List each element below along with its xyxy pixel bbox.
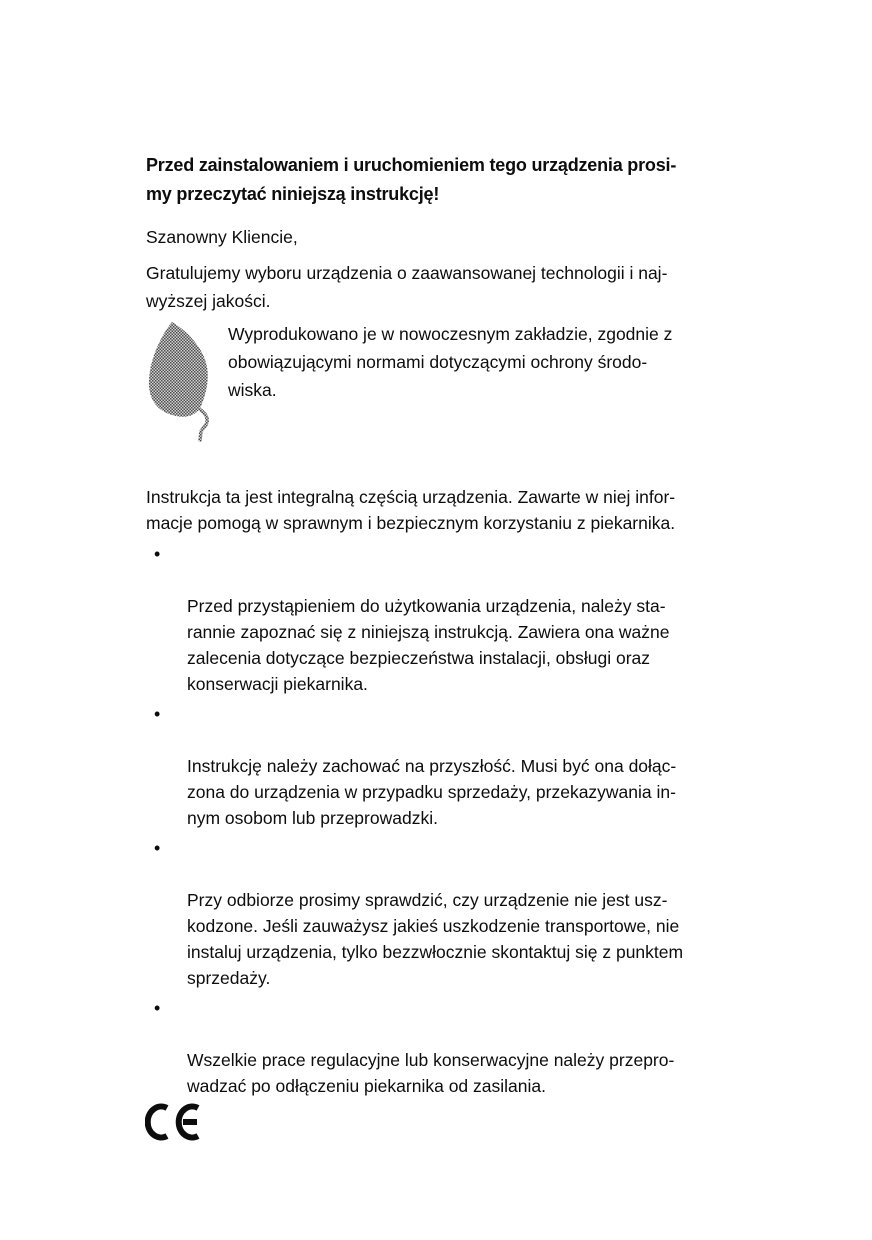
integral-note-paragraph: Instrukcja ta jest integralną częścią urządzenia. Zawarte w niej infor- macje pomogą w sprawnym i bezpiecznym korzystaniu z piekarnika.	[146, 487, 676, 533]
eco-note-row	[146, 320, 746, 442]
list-item	[146, 995, 746, 1099]
list-item	[146, 541, 746, 697]
eco-note-text: Wyprodukowano je w nowoczesnym zakładzie, zgodnie z obowiązującymi normami dotyczącymi ochrony środo- wiska.	[228, 324, 673, 400]
bullet-dot: •	[154, 544, 161, 564]
bullet-dot: •	[154, 704, 161, 724]
list-item-text: Przy odbiorze prosimy sprawdzić, czy urządzenie nie jest usz- kodzone. Jeśli zauważysz jakieś uszkodzenie transportowe, nie instaluj urządzenia, tylko bezzwłocznie skontaktuj się z punktem sprzedaży.	[187, 890, 684, 988]
bullet-dot: •	[154, 998, 161, 1018]
content-column	[146, 151, 746, 1099]
list-item-text: Wszelkie prace regulacyjne lub konserwacyjne należy przepro- wadzać po odłączeniu piekarnika od zasilania.	[187, 1050, 675, 1096]
list-item-text: Instrukcję należy zachować na przyszłość. Musi być ona dołąc- zona do urządzenia w przypadku sprzedaży, przekazywania in- nym osobom lub przeprowadzki.	[187, 756, 677, 828]
salutation-text: Szanowny Kliencie,	[146, 227, 298, 247]
bullet-dot: •	[154, 838, 161, 858]
eco-leaf-icon	[146, 320, 214, 442]
safety-bullet-list	[146, 541, 746, 1099]
congratulations-paragraph: Gratulujemy wyboru urządzenia o zaawansowanej technologii i naj- wyższej jakości.	[146, 263, 668, 311]
list-item-text: Przed przystąpieniem do użytkowania urządzenia, należy sta- rannie zapoznać się z niniejszą instrukcją. Zawiera ona ważne zalecenia dotyczące bezpieczeństwa instalacji, obsługi oraz konserwacji piekarnika.	[187, 596, 670, 694]
page-heading: Przed zainstalowaniem i uruchomieniem tego urządzenia prosi- my przeczytać niniejszą instrukcję!	[146, 155, 677, 204]
list-item	[146, 701, 746, 831]
list-item	[146, 835, 746, 991]
ce-conformity-mark-icon	[145, 1102, 202, 1142]
